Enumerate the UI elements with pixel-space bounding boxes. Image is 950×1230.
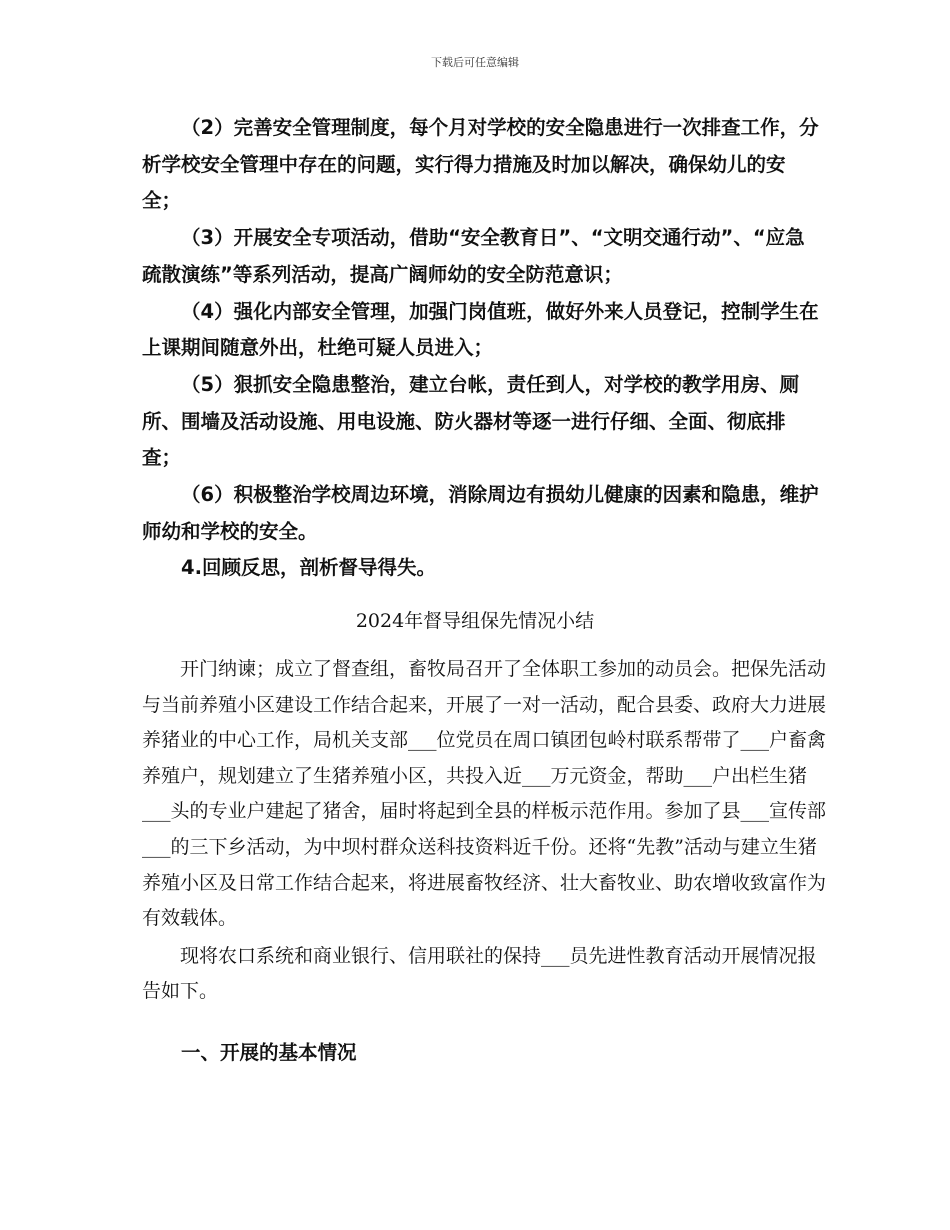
- body-paragraph: 开门纳谏；成立了督查组，畜牧局召开了全体职工参加的动员会。把保先活动与当前养殖小区建设工作结合起来，开展了一对一活动，配合县委、政府大力进展养猪业的中心工作，局机关支部___位党员在周口镇团包岭村联系帮带了___户畜禽养殖户，规划建立了生猪养殖小区，共投入近___万元资金，帮助___户出栏生猪___头的专业户建起了猪舍，届时将起到全县的样板示范作用。参加了县___宣传部___的三下乡活动，为中坝村群众送科技资料近千份。还将“先教”活动与建立生猪养殖小区及日常工作结合起来，将进展畜牧经济、壮大畜牧业、助农增收致富作为有效载体。: [142, 658, 827, 930]
- measure-item: （3）开展安全专项活动，借助“安全教育日”、“文明交通行动”、“应急疏散演练”等系列活动，提高广阔师幼的安全防范意识；: [142, 226, 805, 286]
- measures-list: [142, 110, 822, 587]
- body-paragraph: 现将农口系统和商业银行、信用联社的保持___员先进性教育活动开展情况报告如下。: [142, 944, 817, 1003]
- section-title: 2024年督导组保先情况小结: [355, 610, 595, 632]
- summary-body: [142, 652, 832, 1012]
- subsection-heading: 一、开展的基本情况: [181, 1041, 357, 1064]
- measure-item: （4）强化内部安全管理，加强门岗值班，做好外来人员登记，控制学生在上课期间随意外出，杜绝可疑人员进入；: [142, 299, 819, 360]
- measure-item: （5）狠抓安全隐患整治，建立台帐，责任到人，对学校的教学用房、厕所、围墙及活动设施、用电设施、防火器材等逐一进行仔细、全面、彻底排查；: [142, 372, 800, 470]
- page-header-note: 下载后可任意编辑: [431, 56, 519, 69]
- measure-item: （2）完善安全管理制度，每个月对学校的安全隐患进行一次排查工作，分析学校安全管理中存在的问题，实行得力措施及时加以解决，确保幼儿的安全；: [142, 116, 819, 213]
- measure-item: 4.回顾反思，剖析督导得失。: [181, 556, 436, 580]
- measure-item: （6）积极整治学校周边环境，消除周边有损幼儿健康的因素和隐患，维护师幼和学校的安全。: [142, 483, 819, 543]
